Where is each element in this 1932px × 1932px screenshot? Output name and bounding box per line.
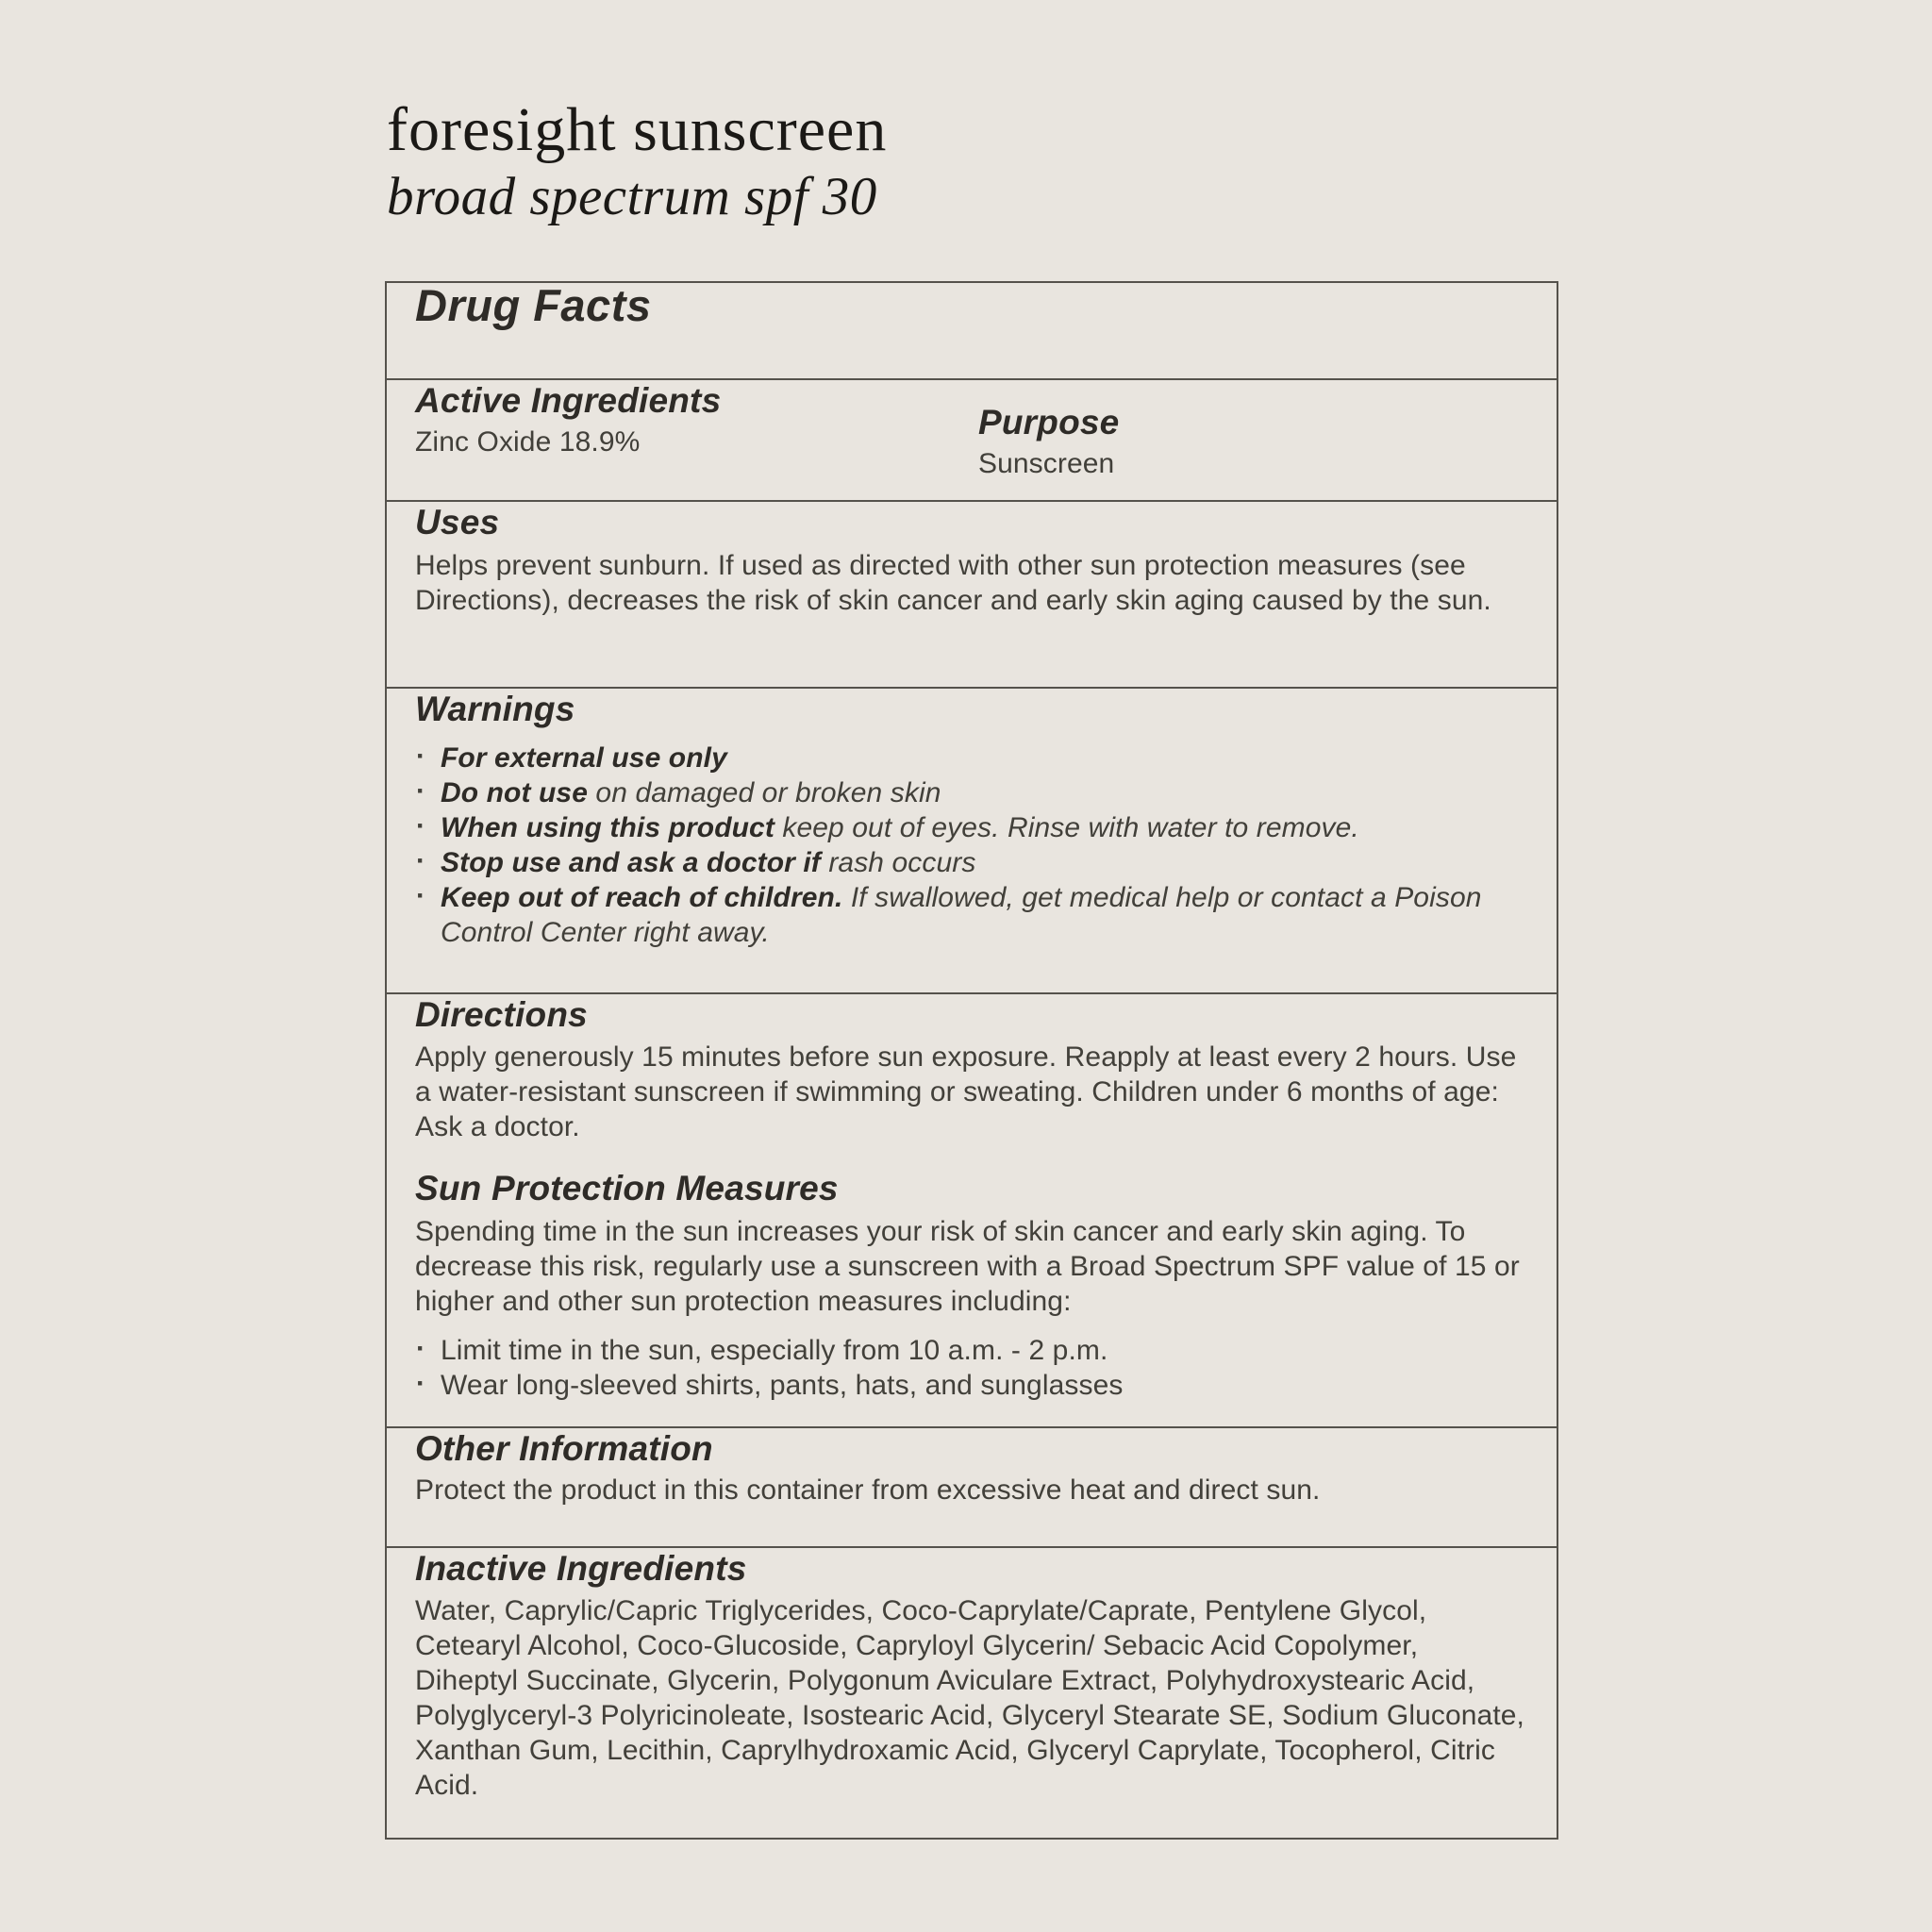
active-ingredient-value: Zinc Oxide 18.9% <box>415 426 641 458</box>
bullet-glyph: · <box>416 775 426 808</box>
inactive-ingredients-section <box>387 1546 1557 1837</box>
inactive-ingredients-heading: Inactive Ingredients <box>415 1549 747 1588</box>
active-ingredients-heading: Active Ingredients <box>415 381 722 420</box>
other-information-heading: Other Information <box>415 1429 713 1468</box>
brand-header <box>387 94 887 226</box>
warning-item-bold-text: Stop use and ask a doctor if <box>441 847 821 879</box>
warning-item-bold-text: Do not use <box>441 777 588 809</box>
product-title: foresight sunscreen <box>387 95 888 164</box>
warning-item-text: If swallowed, get medical help or contact a Poison Control Center right away. <box>441 882 1482 949</box>
bullet-glyph: · <box>416 845 426 877</box>
sun-protection-item <box>415 1368 1509 1403</box>
drug-facts-header-section <box>387 283 1557 378</box>
bullet-glyph: · <box>416 880 426 912</box>
sun-protection-item-text: Limit time in the sun, especially from 10 a.m. - 2 p.m. <box>441 1334 1108 1366</box>
inactive-ingredients-body: Water, Caprylic/Capric Triglycerides, Coco-Caprylate/Caprate, Pentylene Glycol, Cetearyl Alcohol, Coco-Glucoside, Capryloyl Glycerin/ Sebacic Acid Copolymer, Diheptyl Succinate, Glycerin, Polygonum Aviculare Extract, Polyhydroxystearic Acid, Polyglyceryl-3 Polyricinoleate, Isostearic Acid, Glyceryl Stearate SE, Sodium Gluconate, Xanthan Gum, Lecithin, Caprylhydroxamic Acid, Glyceryl Caprylate, Tocopherol, Citric Acid. <box>415 1595 1524 1802</box>
bullet-glyph: · <box>416 810 426 842</box>
directions-section <box>387 992 1557 1426</box>
warning-item <box>415 741 1509 775</box>
bullet-glyph: · <box>416 1367 426 1399</box>
bullet-glyph: · <box>416 1332 426 1364</box>
warning-item <box>415 810 1509 845</box>
warning-item-bold-text: For external use only <box>441 742 727 774</box>
sun-protection-heading: Sun Protection Measures <box>415 1169 839 1208</box>
warnings-heading: Warnings <box>415 690 575 728</box>
purpose-heading: Purpose <box>978 403 1120 441</box>
uses-section <box>387 500 1557 687</box>
purpose-block <box>978 402 1119 481</box>
uses-heading: Uses <box>415 503 500 541</box>
warning-item-text: on damaged or broken skin <box>588 777 941 809</box>
warnings-section <box>387 687 1557 992</box>
sun-protection-body: Spending time in the sun increases your risk of skin cancer and early skin aging. To decrease this risk, regularly use a sunscreen with a Broad Spectrum SPF value of 15 or higher and other sun protection measures including: <box>415 1215 1520 1317</box>
other-information-section <box>387 1426 1557 1546</box>
product-subtitle: broad spectrum spf 30 <box>387 166 877 226</box>
warning-item <box>415 845 1509 880</box>
warning-item-bold-text: Keep out of reach of children. <box>441 882 843 914</box>
drug-facts-title: Drug Facts <box>415 283 652 330</box>
active-ingredients-block <box>415 380 1524 459</box>
drug-facts-panel <box>385 281 1558 1840</box>
warnings-list <box>415 741 1524 950</box>
bullet-glyph: · <box>416 741 426 773</box>
warning-item-text: rash occurs <box>820 847 976 879</box>
directions-heading: Directions <box>415 995 588 1034</box>
sun-protection-item-text: Wear long-sleeved shirts, pants, hats, and sunglasses <box>441 1369 1124 1401</box>
directions-body: Apply generously 15 minutes before sun exposure. Reapply at least every 2 hours. Use a water-resistant sunscreen if swimming or sweating. Children under 6 months of age: Ask a doctor. <box>415 1041 1517 1143</box>
sun-protection-list <box>415 1333 1524 1403</box>
warning-item-text: keep out of eyes. Rinse with water to remove. <box>774 812 1359 844</box>
sun-protection-item <box>415 1333 1509 1368</box>
warning-item <box>415 880 1509 950</box>
other-information-body: Protect the product in this container from excessive heat and direct sun. <box>415 1474 1321 1507</box>
uses-body: Helps prevent sunburn. If used as directed with other sun protection measures (see Directions), decreases the risk of skin cancer and early skin aging caused by the sun. <box>415 550 1491 617</box>
warning-item-bold-text: When using this product <box>441 812 774 844</box>
warning-item <box>415 775 1509 810</box>
purpose-value: Sunscreen <box>978 448 1115 480</box>
active-ingredients-section <box>387 378 1557 500</box>
